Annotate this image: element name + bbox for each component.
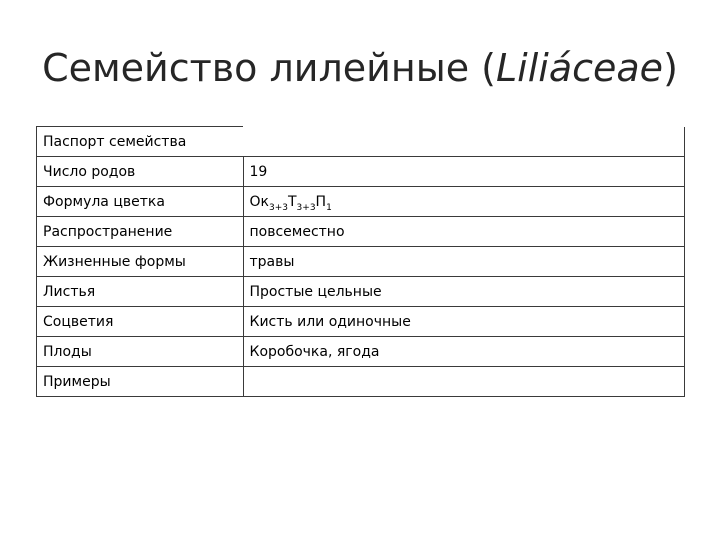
formula-t: Т (287, 193, 297, 210)
formula-p-sub: 1 (326, 202, 332, 213)
title-close: ) (663, 46, 678, 90)
flower-formula (243, 187, 685, 217)
table-row (37, 187, 685, 217)
row-value: 19 (243, 157, 685, 187)
row-label: Формула цветка (37, 187, 244, 217)
table-row (37, 337, 685, 367)
row-value: травы (243, 247, 685, 277)
formula-ok: Ок (249, 193, 269, 210)
table-row (37, 367, 685, 397)
table-header: Паспорт семейства (37, 127, 244, 157)
table-row (37, 247, 685, 277)
row-value: Кисть или одиночные (243, 307, 685, 337)
title-latin: Liliáceae (495, 46, 664, 90)
formula-t-sub: 3+3 (296, 202, 316, 213)
row-label: Плоды (37, 337, 244, 367)
row-label: Жизненные формы (37, 247, 244, 277)
row-value: Простые цельные (243, 277, 685, 307)
row-value: Коробочка, ягода (243, 337, 685, 367)
row-value: повсеместно (243, 217, 685, 247)
table-header-spacer (243, 127, 685, 157)
row-value (243, 367, 685, 397)
table-row (37, 277, 685, 307)
table-row (37, 157, 685, 187)
row-label: Распространение (37, 217, 244, 247)
formula-p: П (315, 193, 327, 210)
table-row (37, 217, 685, 247)
table-header-row (37, 127, 685, 157)
table-row (37, 307, 685, 337)
row-label: Число родов (37, 157, 244, 187)
formula-ok-sub: 3+3 (268, 202, 288, 213)
row-label: Листья (37, 277, 244, 307)
row-label: Примеры (37, 367, 244, 397)
row-label: Соцветия (37, 307, 244, 337)
title-main: Семейство лилейные ( (42, 46, 496, 90)
page-title (0, 40, 720, 96)
passport-table (36, 126, 685, 397)
